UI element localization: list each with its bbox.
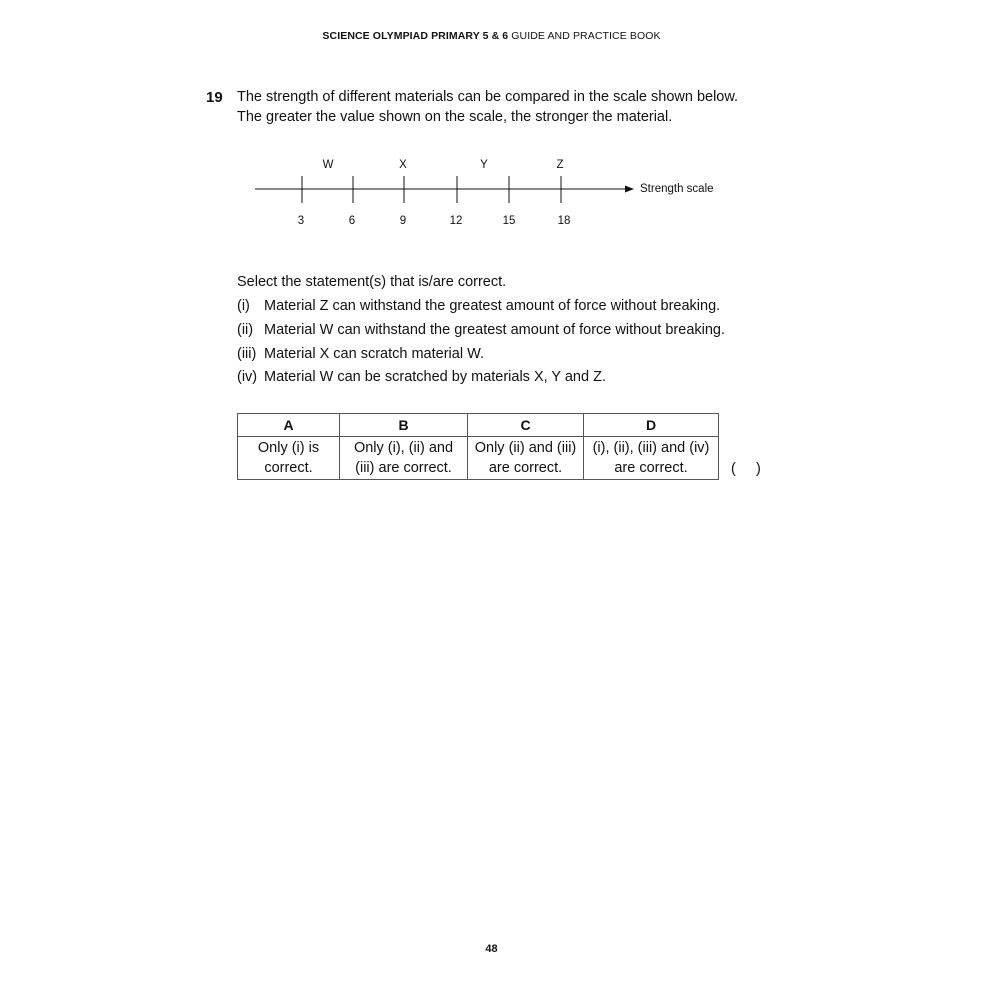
header-title-bold: SCIENCE OLYMPIAD PRIMARY 5 & 6	[322, 30, 509, 42]
statement-iv	[237, 369, 606, 385]
statement-i	[237, 298, 720, 314]
scale-tick-label: 9	[399, 215, 407, 227]
scale-tick-label: 6	[348, 215, 356, 227]
header-title-rest: GUIDE AND PRACTICE BOOK	[511, 30, 661, 42]
scale-arrow-head	[625, 186, 634, 193]
material-label-y: Y	[480, 159, 488, 171]
answer-options-table	[237, 413, 719, 480]
option-cell-d[interactable]	[584, 437, 719, 480]
scale-tick-label: 3	[297, 215, 305, 227]
options-header-row	[238, 414, 719, 437]
statement-number: (ii)	[237, 322, 254, 338]
scale-tick-label: 15	[502, 215, 516, 227]
scale-tick-label: 12	[449, 215, 463, 227]
option-cell-c[interactable]	[468, 437, 584, 480]
material-label-x: X	[399, 159, 407, 171]
option-cell-b[interactable]	[340, 437, 468, 480]
statement-text: Material Z can withstand the greatest amount of force without breaking.	[264, 298, 721, 314]
answer-bracket[interactable]: ( )	[731, 461, 761, 477]
scale-material-labels	[323, 159, 564, 171]
question-text-line-2: The greater the value shown on the scale, the stronger the material.	[237, 109, 673, 125]
option-text-line: Only (ii) and (iii)	[474, 440, 577, 456]
option-cell-a[interactable]	[238, 437, 340, 480]
statement-iii	[237, 346, 484, 362]
options-body-row	[238, 437, 719, 480]
option-header-d: D	[584, 414, 719, 437]
material-label-z: Z	[556, 159, 564, 171]
option-header-c: C	[468, 414, 584, 437]
selection-prompt: Select the statement(s) that is/are correct.	[237, 274, 507, 290]
scale-tick-labels	[298, 215, 571, 227]
statement-number: (i)	[237, 298, 250, 314]
option-text-line: are correct.	[488, 460, 563, 476]
strength-scale-diagram	[0, 0, 983, 240]
statement-number: (iv)	[237, 369, 258, 385]
option-text-line: Only (i), (ii) and	[353, 440, 454, 456]
option-text-line: (iii) are correct.	[355, 460, 452, 476]
option-text-line: (i), (ii), (iii) and (iv)	[592, 440, 710, 456]
statement-text: Material X can scratch material W.	[264, 346, 484, 362]
page-number: 48	[485, 943, 498, 955]
material-label-w: W	[322, 159, 334, 171]
statement-ii	[237, 322, 725, 338]
option-text-line: correct.	[264, 460, 313, 476]
scale-axis-label: Strength scale	[640, 183, 714, 195]
option-header-a: A	[238, 414, 340, 437]
question-text-line-1: The strength of different materials can be compared in the scale shown below.	[237, 89, 739, 105]
option-text-line: are correct.	[614, 460, 688, 476]
option-header-b: B	[340, 414, 468, 437]
option-text-line: Only (i) is	[257, 440, 320, 456]
scale-tick-label: 18	[557, 215, 571, 227]
statement-text: Material W can withstand the greatest amount of force without breaking.	[264, 322, 726, 338]
statement-text: Material W can be scratched by materials X, Y and Z.	[264, 369, 606, 385]
question-number: 19	[206, 89, 223, 106]
statement-number: (iii)	[237, 346, 257, 362]
